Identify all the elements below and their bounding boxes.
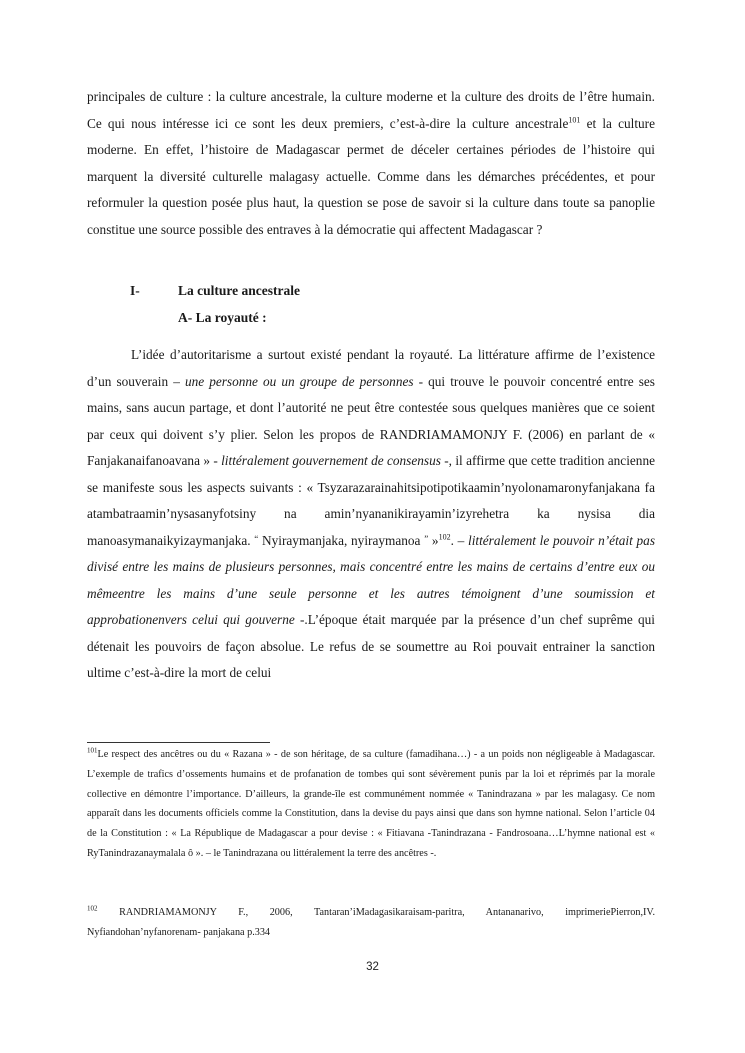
- intro-text-part1: principales de culture : la culture ancestrale, la culture moderne et la culture des droits de l’être humain. Ce qui nous intéresse ici ce sont les deux premiers, c’est-à-dire la culture ancestrale: [87, 89, 655, 131]
- footnote-102-number: 102: [87, 904, 98, 913]
- inner-quote-close: ”: [424, 533, 429, 544]
- body-italic-3: littéralement le pouvoir n’était pas divisé entre les mains de plusieurs personnes, mais concentré entre les mains de certains d’entre eux ou mêmeentre les mains d’une seule personne et les autres témoignent d’une soumission et approbationenvers celui qui gouverne: [87, 532, 655, 627]
- footnote-101-text: [87, 745, 655, 864]
- body-text-4: . –: [450, 532, 468, 548]
- body-text-3: -, il affirme que cette tradition ancienne se manifeste sous les aspects suivants : « Tsyzarazarainahitsipotipotikaamin’nyolonamaronyfanjakana fa atambatraamin’nysasanyfotsiny na amin’nyananikirayamin’izyrehetra ka nysisa dia manoasymanaikyizaymanjaka.: [87, 453, 655, 548]
- footnote-101-number: 101: [87, 746, 98, 755]
- subsection-title: A- La royauté :: [178, 310, 267, 325]
- footnote-ref-101[interactable]: 101: [568, 115, 581, 125]
- footnote-102: [87, 903, 655, 943]
- body-italic-1: une personne ou un groupe de personnes: [184, 373, 414, 389]
- body-quote: Nyiraymanjaka, nyiraymanoa: [258, 532, 425, 548]
- inner-quote-open: “: [254, 533, 259, 544]
- footnote-101-body: Le respect des ancêtres ou du « Razana » - de son héritage, de sa culture (famadihana…) - a un poids non négligeable à Madagascar. L’exemple de trafics d’ossements humains et de profanation de tombes qui sont sévèrement punis par la loi et réprimés par la morale collective en démontre l’importance. D’ailleurs, la grande-île est communément nommée « Tanindrazana » par les malagasy. Ce nom apparaît dans les documents officiels comme la Constitution, dans la devise du pays ainsi que dans son hymne national. Selon l’article 04 de la Constitution : « La République de Madagascar a pour devise : « Fitiavana -Tanindrazana - Fandrosoana…L’hymne national est « RyTanindrazanaymalala ô ». – le Tanindrazana ou littéralement la terre des ancêtres -.: [87, 749, 655, 859]
- body-text: [87, 342, 655, 687]
- body-text-2: - qui trouve le pouvoir concentré entre ses mains, sans aucun partage, et dont l’autorité ne peut être contestée sous quelques manières que ce soient par ceux qui doivent s’y plier. Selon les propos de RANDRIAMAMONJY F. (2006) en parlant de « Fanjakanaifanoavana » -: [87, 373, 655, 468]
- footnote-101: [87, 745, 655, 864]
- footnote-ref-102[interactable]: 102: [438, 532, 451, 542]
- body-italic-2: littéralement gouvernement de consensus: [221, 453, 441, 468]
- footnote-separator: [87, 742, 270, 743]
- body-paragraph: [87, 342, 655, 687]
- intro-text: [87, 84, 655, 243]
- page-number: 32: [366, 961, 379, 973]
- footnote-102-body: RANDRIAMAMONJY F., 2006, Tantaran’iMadagasikaraisam-paritra, Antananarivo, imprimeriePierron,IV. Nyfiandohan’nyfanorenam- panjakana p.334: [87, 907, 655, 938]
- section-numeral: I-: [130, 283, 140, 298]
- section-title: La culture ancestrale: [178, 283, 300, 298]
- intro-text-part2: et la culture moderne. En effet, l’histoire de Madagascar permet de déceler certaines périodes de l’histoire qui marquent la diversité culturelle malagasy actuelle. Comme dans les démarches précédentes, et pour reformuler la question posée plus haut, la question se pose de savoir si la culture dans toute sa panoplie constitue une source possible des entraves à la démocratie qui affectent Madagascar ?: [87, 115, 655, 237]
- body-text-5: -.L’époque était marquée par la présence d’un chef suprême qui détenait les pouvoirs de façon absolue. Le refus de se soumettre au Roi pouvait entrainer la sanction ultime c’est-à-dire la mort de celui: [87, 612, 655, 680]
- body-quote-end: »: [428, 532, 439, 548]
- intro-paragraph: [87, 84, 655, 243]
- body-text-1: L’idée d’autoritarisme a surtout existé pendant la royauté. La littérature affirme de l’existence d’un souverain –: [87, 347, 655, 389]
- footnote-102-text: [87, 903, 655, 943]
